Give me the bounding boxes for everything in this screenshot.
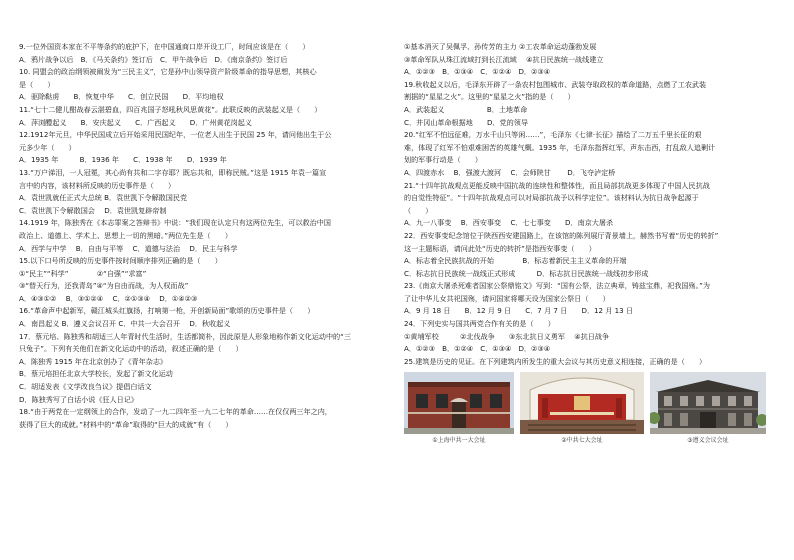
text-line: 18.“由于两党在一定纲领上的合作，发动了一九二四年至一九二七年的革命……在仅仅两三年之内， bbox=[19, 407, 332, 417]
photo-seventh-congress bbox=[520, 372, 644, 445]
text-line: 划的军事行动是（ ） bbox=[404, 155, 483, 165]
text-line: 16.“革命声中起新军，赣江城头红旗扬，打响第一枪，开创新局面”歌颂的历史事件是（ ） bbox=[19, 306, 315, 316]
text-line: C．胡适发表《文学改良刍议》提倡白话文 bbox=[19, 382, 152, 392]
text-line: B．蔡元培担任北京大学校长，发起了新文化运动 bbox=[19, 369, 173, 379]
text-line: A．驱除鞑虏 B．恢复中华 C．创立民国 D．平均地权 bbox=[19, 92, 224, 102]
text-line: 获得了巨大的成就。”材料中的“革命”取得的“巨大的成就”有（ ） bbox=[19, 419, 233, 429]
text-line: 只兔子”。下列有关他们在新文化运动中的活动，叙述正确的是（ ） bbox=[19, 344, 243, 354]
text-line: A．九一八事变 B．西安事变 C．七七事变 D．南京大屠杀 bbox=[404, 218, 614, 228]
text-line: 政治上、道德上、学术上、思想上一切的黑暗。”两位先生是（ ） bbox=[19, 230, 232, 240]
text-line: ①基本消灭了吴佩孚、孙传芳的主力 ②工农革命运动蓬勃发展 bbox=[404, 42, 597, 51]
text-line: 14.1919 年，陈独秀在《本志罪案之答辩书》中说：“我们现在认定只有这两位先生，可以救治中国 bbox=[19, 218, 331, 228]
text-line: A．武装起义 B．土地革命 bbox=[404, 104, 528, 114]
text-line: 元多少年（ ） bbox=[19, 142, 76, 152]
text-line: 20.“红军不怕远征难，万水千山只等闲……”，毛泽东《七律·长征》描绘了二万五千里长征的艰 bbox=[404, 130, 702, 140]
text-line: 19.秋收起义以后，毛泽东开辟了一条农村包围城市、武装夺取政权的革命道路，点燃了工农武装 bbox=[404, 79, 707, 89]
photo-caption: ②中共七大会址 bbox=[561, 437, 603, 445]
text-line: 15.以下口号所反映的历史事件按时间顺序排列正确的是（ ） bbox=[19, 256, 222, 266]
photo-caption: ③遵义会议会址 bbox=[687, 437, 729, 445]
right-column bbox=[404, 41, 780, 445]
text-line: C．袁世凯下令解散国会 D．袁世凯复辟帝制 bbox=[19, 205, 167, 215]
photo-shanghai-first-congress bbox=[404, 372, 514, 445]
text-line: 12.1912年元旦，中华民国成立后开始采用民国纪年，一位老人出生于民国 25 年，请问他出生于公 bbox=[19, 130, 332, 140]
text-line: 的自觉性特征”。“十四年抗战观点可以对局部抗战予以科学定位”。该材料认为抗日战争起源于 bbox=[404, 193, 699, 203]
text-line: 言中的内容，该材料所反映的历史事件是（ ） bbox=[19, 180, 176, 190]
auditorium-stage-image bbox=[520, 372, 644, 434]
photo-zunyi-conference bbox=[650, 372, 766, 445]
text-line: A．①②③ B．①③④ C．①②④ D．②③④ bbox=[404, 67, 551, 77]
text-line: A．萍浏醴起义 B．安庆起义 C．广西起义 D．广州黄花岗起义 bbox=[19, 117, 252, 127]
text-line: ③“替天行为，还我青岛”④“为自由而战，为人权而战” bbox=[19, 281, 189, 291]
text-line: A．标志着全民族抗战的开始 B．标志着新民主主义革命的开端 bbox=[404, 256, 627, 266]
text-line: A．1935 年 B．1936 年 C．1938 年 D．1939 年 bbox=[19, 155, 227, 165]
text-line: 25.建筑是历史的见证。在下列建筑内所发生的重大会议与其历史意义相连接，正确的是（ ） bbox=[404, 356, 707, 366]
building-photos bbox=[404, 372, 780, 445]
left-column bbox=[19, 41, 397, 431]
text-line: 了让中华儿女共祀国殇，请问国家将哪天设为国家公祭日（ ） bbox=[404, 293, 610, 303]
text-line: A．袁世凯就任正式大总统 B．袁世凯下令解散国民党 bbox=[19, 193, 188, 203]
text-line: 21.“十四年抗战观点更能反映中国抗战的连续性和整体性，而且局部抗战更多体现了中国人民抗战 bbox=[404, 180, 710, 190]
text-line: 17．蔡元培、陈独秀和胡适三人年青时代生活时，生活都简朴，因此原是人形象地称作新文化运动中的“三 bbox=[19, 331, 351, 341]
text-line: 9.一位外国资本家在不平等条约的庇护下，在中国通商口岸开设工厂，时间应该是在（ ） bbox=[19, 42, 310, 51]
text-line: A．四渡赤水 B．强渡大渡河 C．会师陕甘 D．飞夺泸定桥 bbox=[404, 167, 616, 177]
text-line: 13.“万户涕泪，一人冠冕，其心尚有共和二字存耶？既忘共和，即称民贼。”这是 1915 年袁一篇宣 bbox=[19, 167, 327, 177]
text-line: 这一主题标语，请问此处“历史的转折”是指西安事变（ ） bbox=[404, 243, 596, 253]
photo-caption: ①上海中共一大会址 bbox=[432, 437, 486, 445]
text-line: C．井冈山革命根据地 D．党的领导 bbox=[404, 117, 528, 127]
text-line: D．陈独秀写了白话小说《狂人日记》 bbox=[19, 394, 138, 404]
text-line: （ ） bbox=[404, 205, 433, 215]
shikumen-building-image bbox=[404, 372, 514, 434]
text-line: A．9 月 18 日 B．12 月 9 日 C．7 月 7 日 D．12 月 13 日 bbox=[404, 306, 634, 316]
text-line: 24．下列史实与国共两党合作有关的是（ ） bbox=[404, 319, 555, 329]
text-line: A．鸦片战争以后 B．《马关条约》签订后 C．甲午战争后 D．《南京条约》签订后 bbox=[19, 54, 288, 64]
text-line: ③革命军队从珠江流域打到长江流域 ④抗日民族统一战线建立 bbox=[404, 54, 604, 64]
text-line: A．④③①② B．③①②④ C．②①③④ D．①④②③ bbox=[19, 293, 198, 303]
text-line: A．西学与中学 B．自由与平等 C．道德与法治 D．民主与科学 bbox=[19, 243, 238, 253]
text-line: C．标志抗日民族统一战线正式形成 D．标志抗日民族统一战线初步形成 bbox=[404, 268, 649, 278]
text-line: ①“民主”“科学” ②“自强”“求富” bbox=[19, 268, 147, 278]
text-line: 难，体现了红军不怕艰难困苦的英雄气概。1935 年，毛泽东指挥红军，声东击西，打乱敌人追剿计 bbox=[404, 142, 716, 152]
text-line: 22．西安事变纪念馆位于陕西西安建国路上，在该馆的陈列展厅背景墙上，赫然书写着“历史的转折” bbox=[404, 230, 719, 240]
text-line: 11.“七十二健儿酣战春云湛碧血，四百兆国子怒吼秋风思黄花”。此联反映的武装起义是（ ） bbox=[19, 104, 322, 114]
text-line: ①黄埔军校 ②北伐战争 ③东北抗日义勇军 ④抗日战争 bbox=[404, 331, 610, 341]
zunyi-building-image bbox=[650, 372, 766, 434]
text-line: 10. 同盟会的政治纲领被阐发为“三民主义”，它是孙中山领导资产阶级革命的指导思想，其核心 bbox=[19, 67, 317, 77]
text-line: 23.《南京大屠杀死难者国家公祭鼎铭文》写到：“国有公祭，法立典章，铸兹宝鼎，祀我国殇。”为 bbox=[404, 281, 710, 291]
text-line: A．南昌起义 B．遵义会议召开 C．中共一大会召开 D．秋收起义 bbox=[19, 319, 231, 329]
text-line: 割据的“星星之火”。这里的“星星之火”指的是（ ） bbox=[404, 92, 575, 102]
text-line: A．陈独秀 1915 年在北京创办了《青年杂志》 bbox=[19, 356, 168, 366]
text-line: A．①②③ B．①②④ C．①③④ D．②③④ bbox=[404, 344, 551, 354]
text-line: 是（ ） bbox=[19, 79, 55, 89]
